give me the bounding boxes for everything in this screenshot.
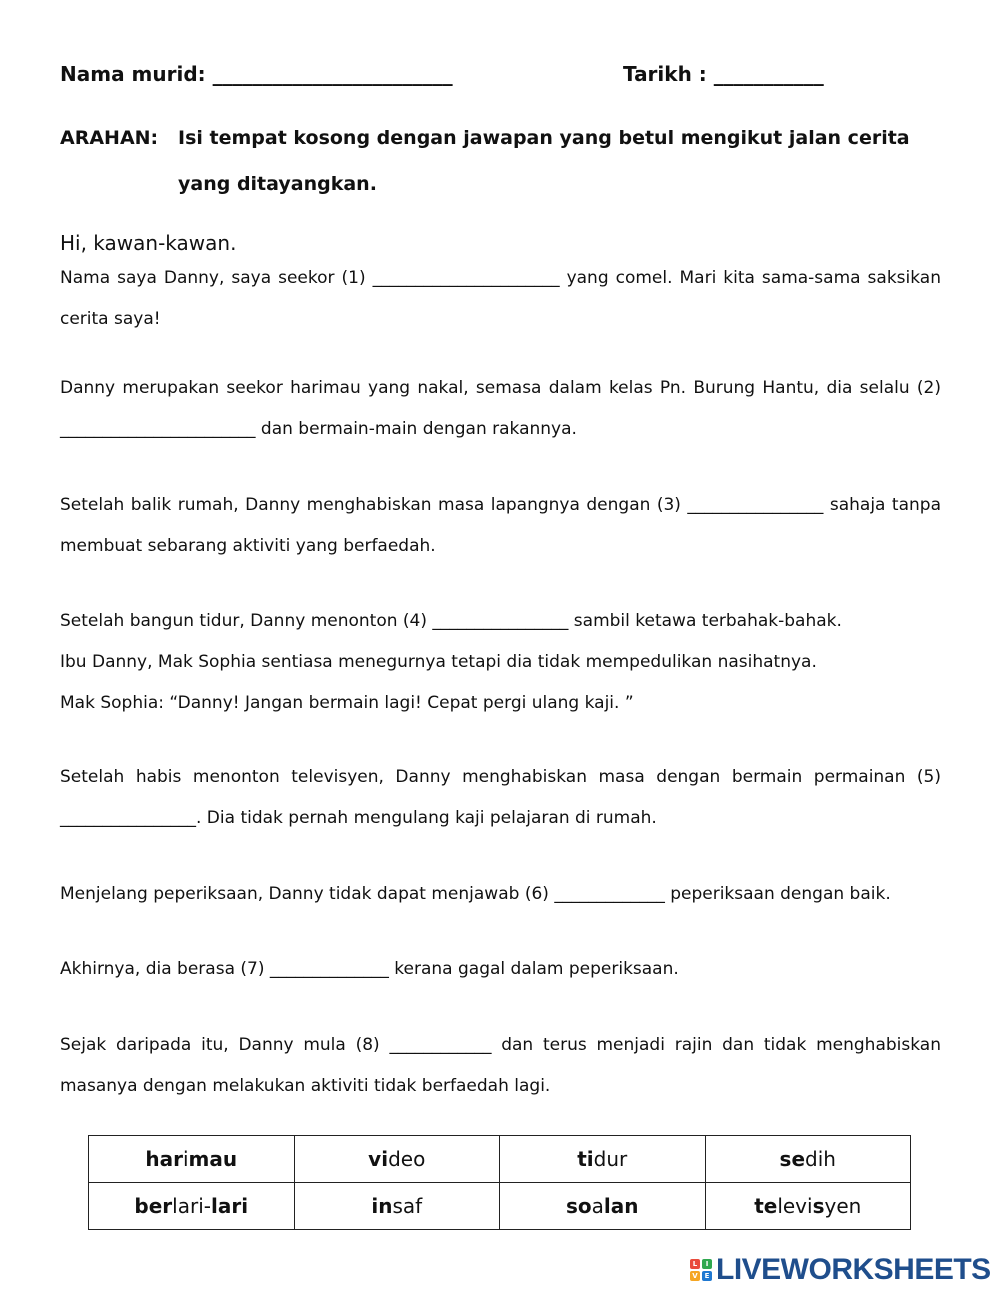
paragraph-5 [60, 757, 941, 839]
paragraph-1 [60, 258, 941, 340]
word-bank-cell [89, 1183, 295, 1230]
paragraph-line [60, 601, 941, 642]
header [60, 62, 940, 96]
instructions-text: Isi tempat kosong dengan jawapan yang betul mengikut jalan cerita yang ditayangkan. [178, 127, 910, 195]
logo-letter-block: I [702, 1259, 712, 1269]
word-segment: s [812, 1194, 825, 1218]
paragraph-8 [60, 1025, 941, 1107]
paragraph-text: dan terus menjadi rajin dan tidak menghabiskan masanya dengan melakukan aktiviti tidak berfaedah lagi. [60, 1035, 941, 1096]
word-bank-cell [89, 1136, 295, 1183]
word-segment: ti [577, 1147, 594, 1171]
word-bank-cell [294, 1183, 500, 1230]
word-segment: so [565, 1194, 592, 1218]
dialogue-line: Mak Sophia: “Danny! Jangan bermain lagi! Cepat pergi ulang kaji. ” [60, 693, 634, 713]
answer-blank-4[interactable]: ________________ [432, 611, 569, 631]
paragraph-2 [60, 368, 941, 450]
word-segment: a [591, 1194, 604, 1218]
word-bank-cell [294, 1136, 500, 1183]
logo-text: LIVEWORKSHEETS [716, 1253, 991, 1286]
word-segment: lari [210, 1194, 249, 1218]
paragraph-text: Akhirnya, dia berasa (7) [60, 959, 270, 979]
word-bank-row [89, 1136, 911, 1183]
logo-letter-block: L [690, 1259, 700, 1269]
word-bank-body [89, 1136, 911, 1230]
logo-letter-block: E [702, 1271, 712, 1281]
paragraph-text: Sejak daripada itu, Danny mula (8) [60, 1035, 390, 1055]
answer-blank-1[interactable]: ______________________ [372, 268, 560, 288]
word-segment: lan [603, 1194, 639, 1218]
word-bank-table [88, 1135, 911, 1230]
answer-blank-2[interactable]: _______________________ [60, 419, 256, 439]
paragraph-text: kerana gagal dalam peperiksaan. [388, 959, 679, 979]
paragraph-text: Setelah bangun tidur, Danny menonton (4) [60, 611, 433, 631]
answer-blank-8[interactable]: ____________ [389, 1035, 492, 1055]
greeting: Hi, kawan-kawan. [60, 231, 237, 255]
word-segment: i [182, 1147, 189, 1171]
word-segment: vi [368, 1147, 389, 1171]
word-bank-cell [705, 1136, 911, 1183]
paragraph-text: sambil ketawa terbahak-bahak. [568, 611, 842, 631]
paragraph-6 [60, 874, 941, 915]
paragraph-text: dan bermain-main dengan rakannya. [255, 419, 577, 439]
paragraph-text: peperiksaan dengan baik. [664, 884, 891, 904]
word-segment: lari- [172, 1194, 211, 1218]
liveworksheets-logo [690, 1250, 991, 1290]
word-segment: levi [777, 1194, 813, 1218]
paragraph-text: sahaja tanpa membuat sebarang aktiviti yang berfaedah. [60, 495, 941, 556]
word-segment: yen [824, 1194, 862, 1218]
paragraph-text: Setelah balik rumah, Danny menghabiskan masa lapangnya dengan (3) [60, 495, 688, 515]
paragraph-text: yang comel. Mari kita sama-sama saksikan cerita saya! [60, 268, 941, 329]
paragraph-text: Setelah habis menonton televisyen, Danny menghabiskan masa dengan bermain permainan (5) [60, 767, 941, 787]
word-segment: deo [388, 1147, 426, 1171]
word-segment: ber [134, 1194, 173, 1218]
paragraph-line: Ibu Danny, Mak Sophia sentiasa menegurnya tetapi dia tidak mempedulikan nasihatnya. [60, 652, 817, 672]
word-segment: in [371, 1194, 393, 1218]
logo-mark-icon [690, 1259, 712, 1281]
paragraph-text: Nama saya Danny, saya seekor (1) [60, 268, 373, 288]
date-field[interactable]: Tarikh : ___________ [623, 62, 824, 86]
word-segment: dur [593, 1147, 628, 1171]
answer-blank-5[interactable]: ________________ [60, 808, 196, 828]
student-name-field[interactable]: Nama murid: ________________________ [60, 62, 453, 86]
word-segment: mau [188, 1147, 238, 1171]
answer-blank-6[interactable]: _____________ [554, 884, 665, 904]
word-bank-cell [705, 1183, 911, 1230]
answer-blank-3[interactable]: ________________ [687, 495, 824, 515]
word-segment: se [779, 1147, 806, 1171]
logo-letter-block: V [690, 1271, 700, 1281]
instructions-label: ARAHAN: [60, 127, 159, 149]
word-bank-cell [500, 1136, 706, 1183]
paragraph-text: Menjelang peperiksaan, Danny tidak dapat menjawab (6) [60, 884, 555, 904]
word-bank-cell [500, 1183, 706, 1230]
word-segment: saf [392, 1194, 423, 1218]
answer-blank-7[interactable]: ______________ [269, 959, 389, 979]
paragraph-text: Danny merupakan seekor harimau yang nakal, semasa dalam kelas Pn. Burung Hantu, dia selalu (2) [60, 378, 941, 398]
word-segment: har [145, 1147, 183, 1171]
paragraph-text: . Dia tidak pernah mengulang kaji pelajaran di rumah. [196, 808, 657, 828]
paragraph-4 [60, 601, 941, 724]
word-segment: te [754, 1194, 778, 1218]
word-bank-row [89, 1183, 911, 1230]
word-segment: dih [805, 1147, 836, 1171]
paragraph-7 [60, 949, 941, 990]
paragraph-3 [60, 485, 941, 567]
